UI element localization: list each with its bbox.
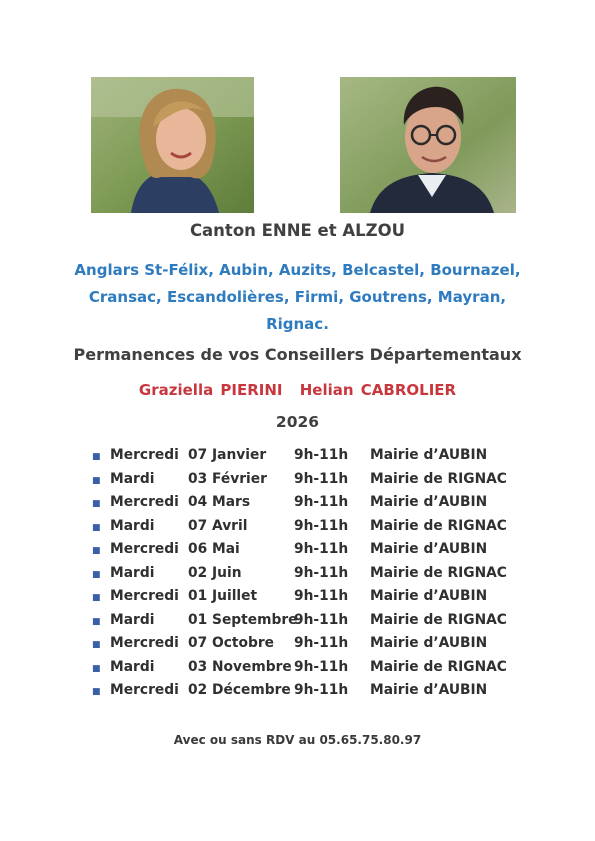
bullet-icon: ■ xyxy=(92,640,101,650)
schedule-date: 01 Juillet xyxy=(188,588,258,604)
schedule-date: 02 Décembre xyxy=(188,682,291,698)
schedule-hours: 9h-11h xyxy=(294,447,349,463)
communes-list xyxy=(0,257,595,338)
year-label: 2026 xyxy=(275,413,320,431)
schedule-date: 02 Juin xyxy=(188,564,242,581)
communes-line: Anglars St-Félix, Aubin, Auzits, Belcastel, Bournazel, xyxy=(74,261,521,279)
schedule-hours: 9h-11h xyxy=(294,588,349,604)
bullet-icon: ■ xyxy=(92,452,101,462)
schedule-hours: 9h-11h xyxy=(294,470,349,487)
schedule-place: Mairie d’AUBIN xyxy=(370,447,488,463)
bullet-icon: ■ xyxy=(92,569,101,580)
communes-line: Rignac. xyxy=(266,315,329,333)
schedule-row xyxy=(86,541,526,565)
contact-footer: Avec ou sans RDV au 05.65.75.80.97 xyxy=(173,733,422,747)
schedule-date: 07 Avril xyxy=(188,517,248,534)
councillor-names xyxy=(0,381,595,399)
man-portrait-photo xyxy=(340,77,516,213)
bullet-icon: ■ xyxy=(92,687,101,697)
schedule-place: Mairie d’AUBIN xyxy=(370,588,488,604)
schedule-date: 03 Février xyxy=(188,470,267,487)
schedule-day: Mercredi xyxy=(110,588,179,604)
schedule-place: Mairie de RIGNAC xyxy=(370,658,507,675)
schedule-day: Mardi xyxy=(110,611,155,628)
schedule-date: 07 Octobre xyxy=(188,635,275,651)
schedule-row xyxy=(86,518,526,542)
schedule-hours: 9h-11h xyxy=(294,611,349,628)
canton-title: Canton ENNE et ALZOU xyxy=(189,221,406,240)
bullet-icon: ■ xyxy=(92,593,101,603)
schedule-hours: 9h-11h xyxy=(294,517,349,534)
schedule-place: Mairie d’AUBIN xyxy=(370,635,488,651)
councillor-name: Helian CABROLIER xyxy=(299,381,457,399)
bullet-icon: ■ xyxy=(92,522,101,533)
man-portrait-image xyxy=(340,77,516,213)
communes-line: Cransac, Escandolières, Firmi, Goutrens, Mayran, xyxy=(88,288,507,306)
schedule-date: 01 Septembre xyxy=(188,611,298,628)
bullet-icon: ■ xyxy=(92,499,101,509)
schedule-place: Mairie de RIGNAC xyxy=(370,470,507,487)
schedule-date: 07 Janvier xyxy=(188,447,267,463)
bullet-icon: ■ xyxy=(92,616,101,627)
schedule-place: Mairie de RIGNAC xyxy=(370,611,507,628)
schedule-row xyxy=(86,635,526,659)
schedule-place: Mairie d’AUBIN xyxy=(370,682,488,698)
schedule-row xyxy=(86,565,526,589)
schedule-row xyxy=(86,588,526,612)
schedule-day: Mercredi xyxy=(110,682,179,698)
schedule-row xyxy=(86,612,526,636)
bullet-icon: ■ xyxy=(92,546,101,556)
woman-portrait-photo xyxy=(91,77,254,213)
schedule-place: Mairie de RIGNAC xyxy=(370,564,507,581)
schedule-place: Mairie d’AUBIN xyxy=(370,494,488,510)
bullet-icon: ■ xyxy=(92,475,101,486)
schedule-list xyxy=(86,447,526,706)
woman-portrait-image xyxy=(91,77,254,213)
schedule-row xyxy=(86,494,526,518)
schedule-day: Mardi xyxy=(110,470,155,487)
councillor-name: Graziella PIERINI xyxy=(138,381,283,399)
schedule-hours: 9h-11h xyxy=(294,494,349,510)
permanences-heading: Permanences de vos Conseillers Départementaux xyxy=(73,345,522,364)
schedule-hours: 9h-11h xyxy=(294,564,349,581)
schedule-row xyxy=(86,447,526,471)
schedule-day: Mercredi xyxy=(110,447,179,463)
schedule-hours: 9h-11h xyxy=(294,658,349,675)
schedule-day: Mercredi xyxy=(110,541,179,557)
schedule-date: 04 Mars xyxy=(188,494,251,510)
bullet-icon: ■ xyxy=(92,663,101,674)
schedule-day: Mardi xyxy=(110,517,155,534)
schedule-date: 03 Novembre xyxy=(188,658,292,675)
schedule-day: Mercredi xyxy=(110,635,179,651)
schedule-place: Mairie de RIGNAC xyxy=(370,517,507,534)
schedule-hours: 9h-11h xyxy=(294,635,349,651)
schedule-place: Mairie d’AUBIN xyxy=(370,541,488,557)
schedule-day: Mercredi xyxy=(110,494,179,510)
schedule-hours: 9h-11h xyxy=(294,682,349,698)
schedule-row xyxy=(86,682,526,706)
schedule-row xyxy=(86,659,526,683)
schedule-day: Mardi xyxy=(110,658,155,675)
schedule-hours: 9h-11h xyxy=(294,541,349,557)
schedule-row xyxy=(86,471,526,495)
schedule-day: Mardi xyxy=(110,564,155,581)
schedule-date: 06 Mai xyxy=(188,541,240,557)
